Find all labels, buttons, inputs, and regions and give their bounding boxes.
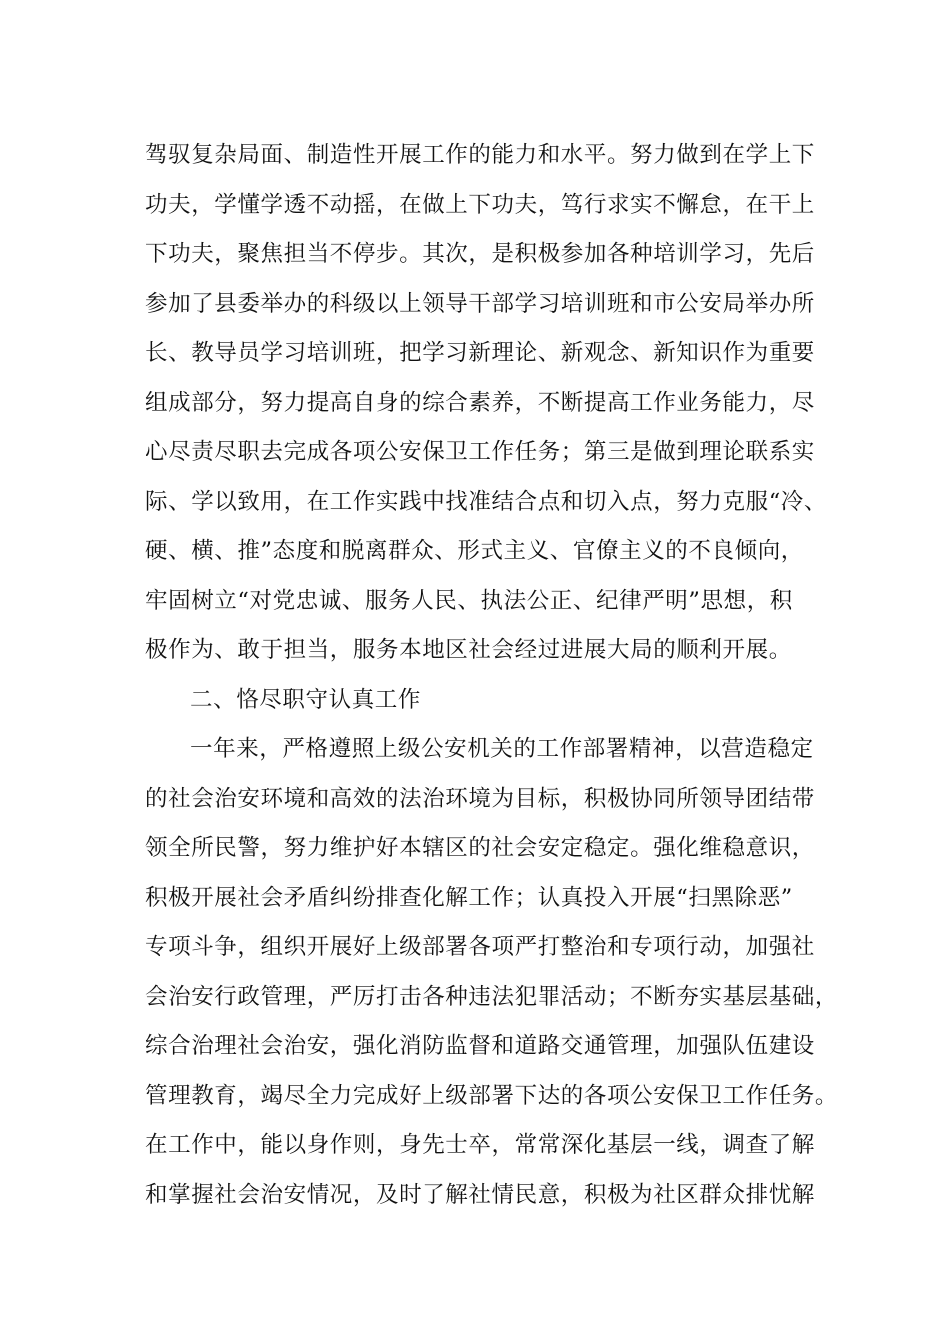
- text-line: 和掌握社会治安情况，及时了解社情民意，积极为社区群众排忧解: [145, 1181, 815, 1208]
- text-line: 领全所民警，努力维护好本辖区的社会安定稳定。强化维稳意识，: [145, 835, 815, 861]
- text-line: 综合治理社会治安，强化消防监督和道路交通管理，加强队伍建设: [145, 1033, 815, 1059]
- text-line: 组成部分，努力提高自身的综合素养，不断提高工作业务能力，尽: [145, 389, 815, 416]
- text-line: 牢固树立“对党忠诚、服务人民、执法公正、纪律严明”思想，积: [145, 587, 793, 614]
- text-line: 下功夫，聚焦担当不停步。其次，是积极参加各种培训学习，先后: [145, 241, 815, 267]
- text-line: 硬、横、推”态度和脱离群众、形式主义、官僚主义的不良倾向，: [145, 538, 804, 564]
- text-line: 专项斗争，组织开展好上级部署各项严打整治和专项行动，加强社: [145, 934, 815, 960]
- text-line: 际、学以致用，在工作实践中找准结合点和切入点，努力克服“冷、: [145, 488, 828, 515]
- text-line: 长、教导员学习培训班，把学习新理论、新观念、新知识作为重要: [145, 340, 815, 366]
- text-line: 心尽责尽职去完成各项公安保卫工作任务；第三是做到理论联系实: [145, 439, 815, 465]
- text-line: 参加了县委举办的科级以上领导干部学习培训班和市公安局举办所: [145, 290, 815, 317]
- text-line: 功夫，学懂学透不动摇，在做上下功夫，笃行求实不懈怠，在干上: [145, 191, 815, 218]
- section-heading: 二、恪尽职守认真工作: [190, 686, 422, 713]
- text-line: 会治安行政管理，严厉打击各种违法犯罪活动；不断夯实基层基础，: [145, 983, 839, 1010]
- text-line: 在工作中，能以身作则，身先士卒，常常深化基层一线，调查了解: [145, 1132, 815, 1158]
- text-line: 驾驭复杂局面、制造性开展工作的能力和水平。努力做到在学上下: [145, 142, 815, 168]
- paragraph-first-line: 一年来，严格遵照上级公安机关的工作部署精神，以营造稳定: [190, 736, 814, 762]
- body-text: [145, 131, 845, 1220]
- text-line: 管理教育，竭尽全力完成好上级部署下达的各项公安保卫工作任务。: [145, 1082, 839, 1109]
- text-line: 积极开展社会矛盾纠纷排查化解工作；认真投入开展“扫黑除恶”: [145, 884, 793, 911]
- text-line: 的社会治安环境和高效的法治环境为目标，积极协同所领导团结带: [145, 785, 815, 812]
- text-line: 极作为、敢于担当，服务本地区社会经过进展大局的顺利开展。: [145, 637, 792, 663]
